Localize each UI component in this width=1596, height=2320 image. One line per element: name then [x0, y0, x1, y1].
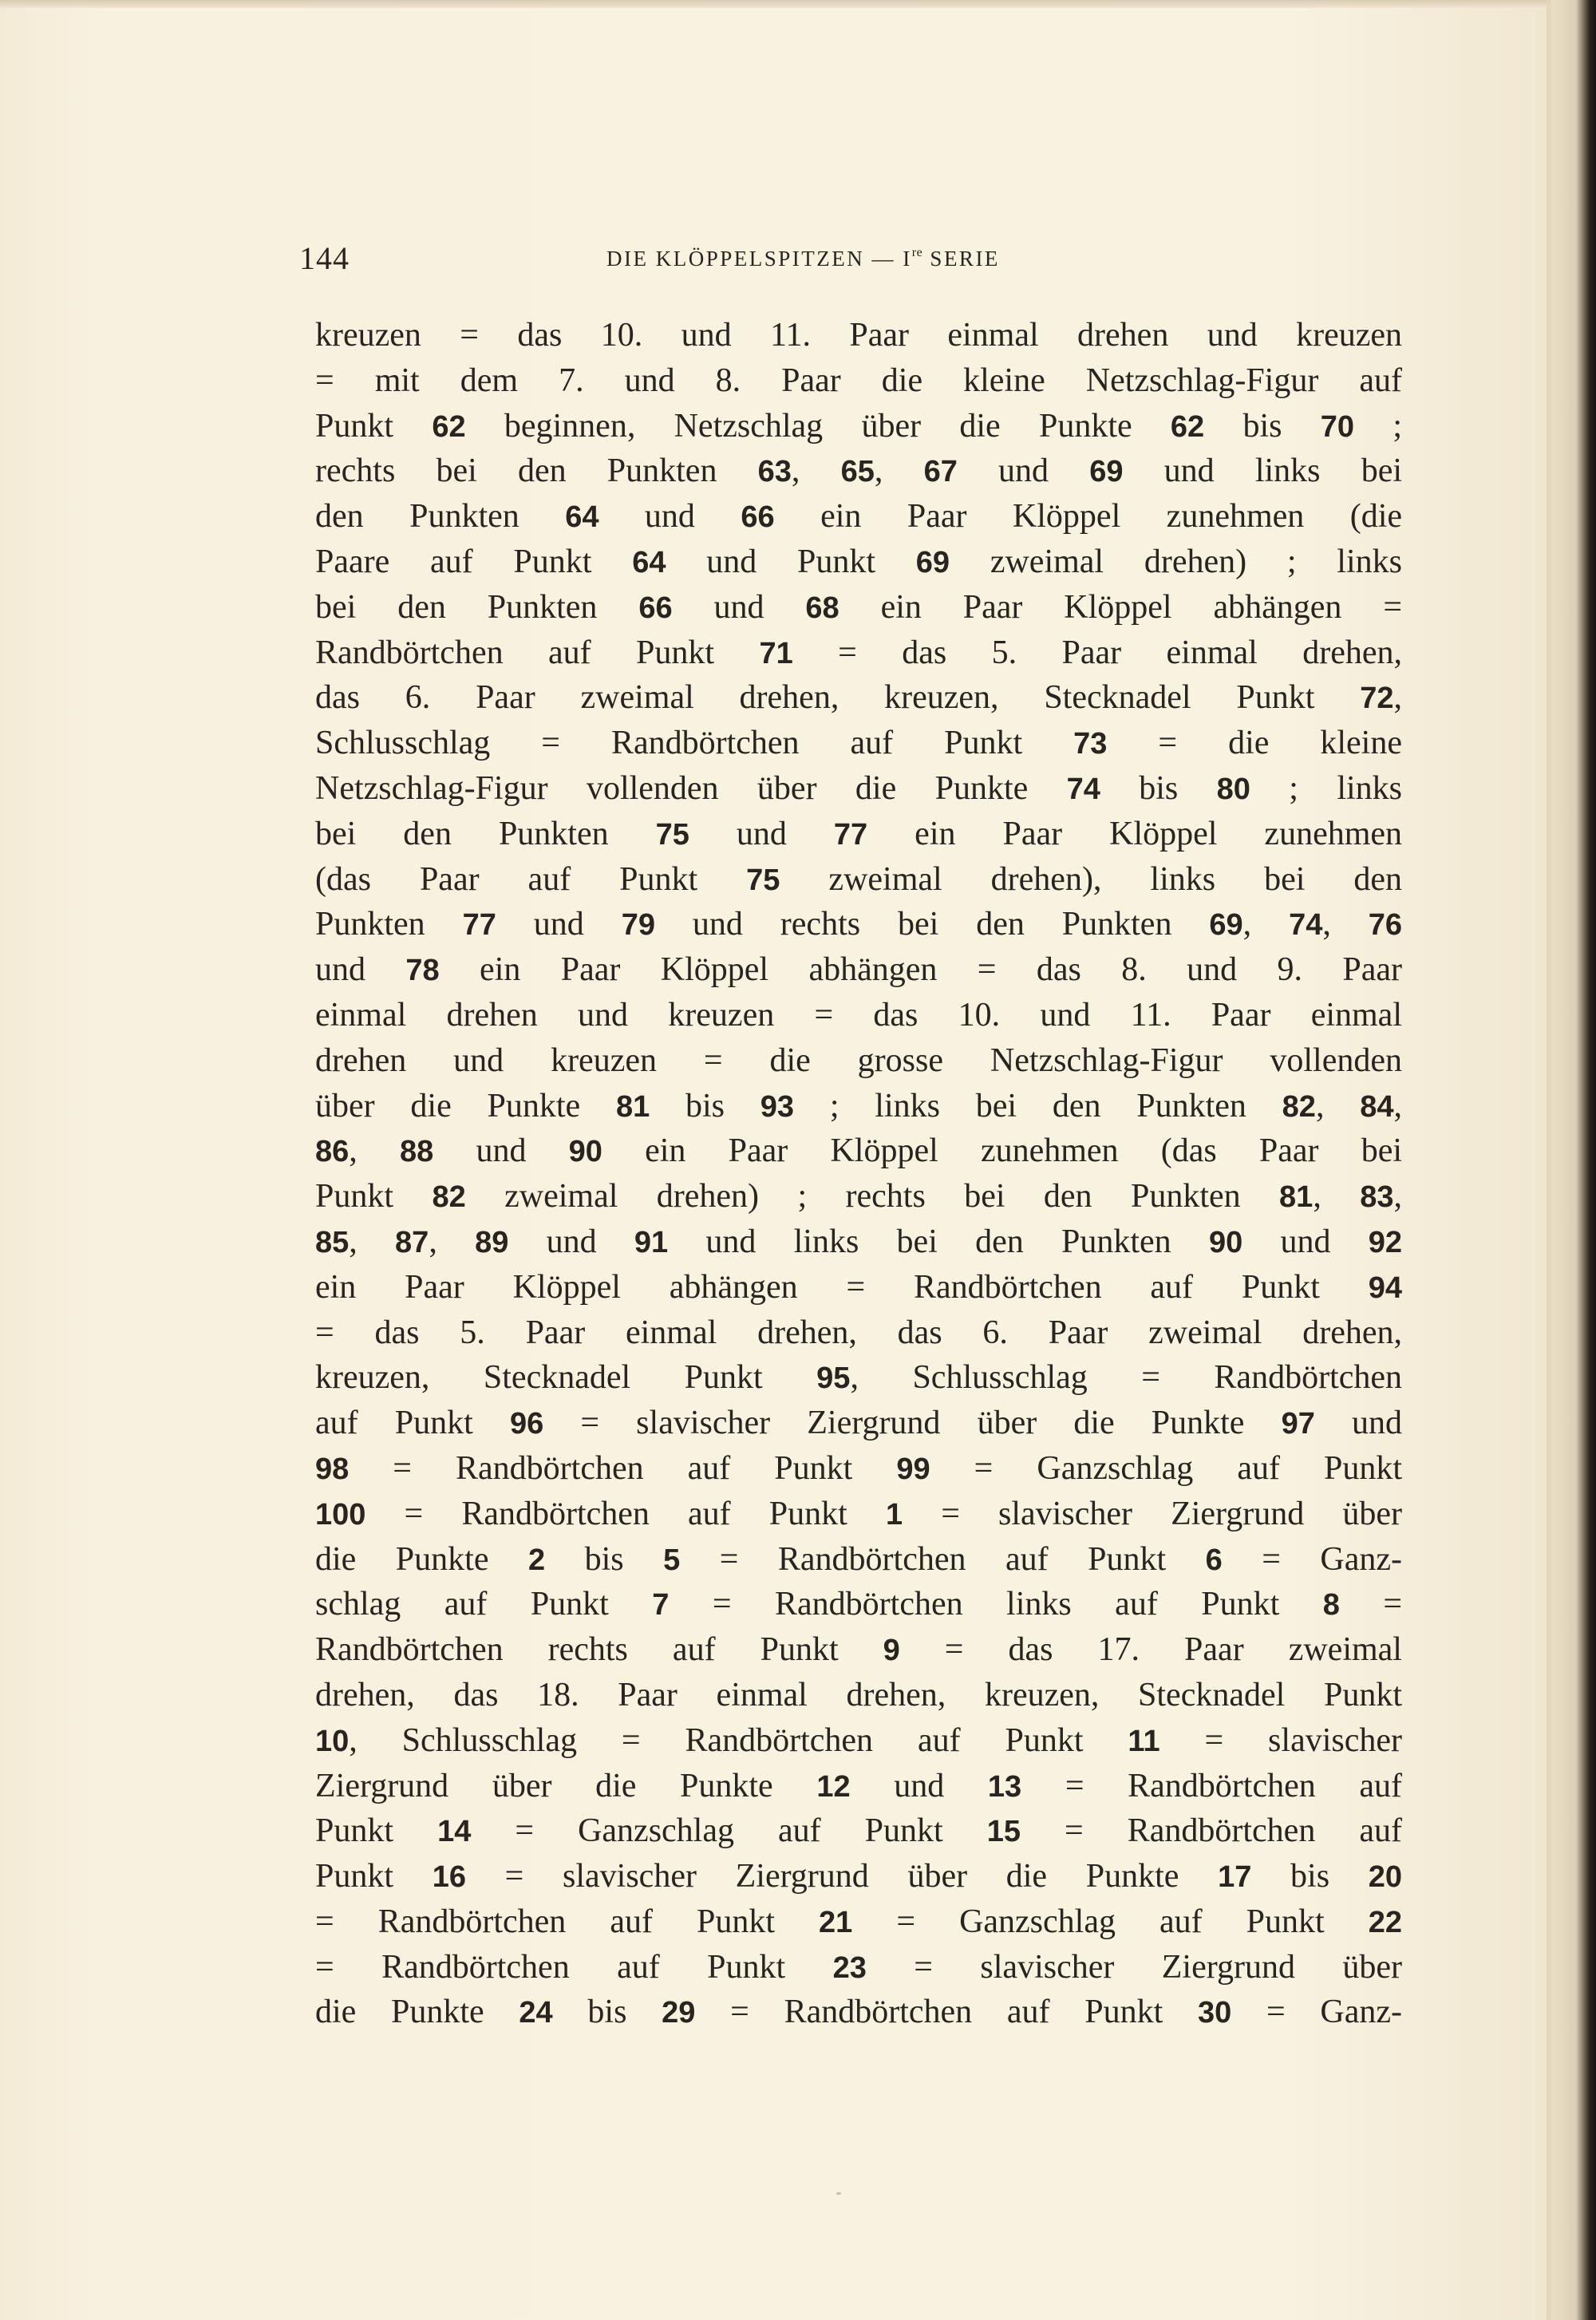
text-line: den Punkten 64 und 66 ein Paar Klöppel zunehmen (die: [315, 498, 1403, 536]
text-line: drehen und kreuzen = die grosse Netzschlag-Figur vollenden: [315, 1041, 1402, 1079]
running-title-end: SERIE: [922, 247, 1000, 271]
running-title: [606, 246, 1000, 271]
text-line: schlag auf Punkt 7 = Randbörtchen links auf Punkt 8 =: [315, 1586, 1403, 1623]
page-top-edge: [0, 0, 1596, 8]
page-binding-edge: [1551, 0, 1596, 2320]
text-line: (das Paar auf Punkt 75 zweimal drehen), links bei den: [315, 860, 1402, 898]
body-text: [315, 313, 1402, 2035]
text-line: das 6. Paar zweimal drehen, kreuzen, Stecknadel Punkt 72,: [315, 679, 1402, 717]
running-head: [299, 239, 1400, 275]
text-line: drehen, das 18. Paar einmal drehen, kreuzen, Stecknadel Punkt: [315, 1676, 1402, 1713]
text-line: und 78 ein Paar Klöppel abhängen = das 8. und 9. Paar: [315, 951, 1402, 989]
text-line: kreuzen, Stecknadel Punkt 95, Schlusschlag = Randbörtchen: [315, 1359, 1403, 1397]
text-line: Netzschlag-Figur vollenden über die Punkte 74 bis 80 ; links: [315, 769, 1403, 807]
text-line: 85, 87, 89 und 91 und links bei den Punkten 90 und 92: [315, 1223, 1402, 1260]
text-line: = Randbörtchen auf Punkt 23 = slavischer Ziergrund über: [315, 1948, 1402, 1986]
text-line: auf Punkt 96 = slavischer Ziergrund über die Punkte 97 und: [315, 1405, 1403, 1442]
text-line: = das 5. Paar einmal drehen, das 6. Paar zweimal drehen,: [315, 1314, 1402, 1351]
text-line: = mit dem 7. und 8. Paar die kleine Netzschlag-Figur auf: [315, 362, 1402, 399]
running-title-main: DIE KLÖPPELSPITZEN — I: [606, 247, 912, 271]
page-number: 144: [299, 240, 350, 276]
text-line: Punkt 82 zweimal drehen) ; rechts bei den Punkten 81, 83,: [315, 1178, 1403, 1215]
text-line: 10, Schlusschlag = Randbörtchen auf Punkt 11 = slavischer: [315, 1721, 1402, 1759]
text-line: 98 = Randbörtchen auf Punkt 99 = Ganzschlag auf Punkt: [315, 1449, 1402, 1487]
text-line: Paare auf Punkt 64 und Punkt 69 zweimal drehen) ; links: [315, 543, 1402, 580]
text-line: Randbörtchen rechts auf Punkt 9 = das 17. Paar zweimal: [315, 1631, 1402, 1669]
text-line: Punkt 16 = slavischer Ziergrund über die Punkte 17 bis 20: [315, 1858, 1402, 1895]
text-line: einmal drehen und kreuzen = das 10. und 11. Paar einmal: [315, 996, 1402, 1034]
text-line: bei den Punkten 75 und 77 ein Paar Klöppel zunehmen: [315, 815, 1403, 852]
paper-speck: [836, 2192, 841, 2195]
text-line: Punkt 62 beginnen, Netzschlag über die Punkte 62 bis 70 ;: [315, 407, 1403, 445]
text-line: bei den Punkten 66 und 68 ein Paar Klöppel abhängen =: [315, 588, 1403, 626]
text-line: Punkten 77 und 79 und rechts bei den Punkten 69, 74, 76: [315, 906, 1403, 943]
text-line: Punkt 14 = Ganzschlag auf Punkt 15 = Randbörtchen auf: [315, 1812, 1402, 1850]
text-line: über die Punkte 81 bis 93 ; links bei den Punkten 82, 84,: [315, 1087, 1403, 1124]
text-line: = Randbörtchen auf Punkt 21 = Ganzschlag auf Punkt 22: [315, 1903, 1402, 1940]
text-line: die Punkte 24 bis 29 = Randbörtchen auf Punkt 30 = Ganz-: [315, 1994, 1403, 2031]
text-line: die Punkte 2 bis 5 = Randbörtchen auf Punkt 6 = Ganz-: [315, 1540, 1403, 1578]
text-line: Schlusschlag = Randbörtchen auf Punkt 73 = die kleine: [315, 725, 1402, 762]
text-line: 86, 88 und 90 ein Paar Klöppel zunehmen (das Paar bei: [315, 1132, 1403, 1170]
text-line: ein Paar Klöppel abhängen = Randbörtchen auf Punkt 94: [315, 1268, 1402, 1306]
text-line: Ziergrund über die Punkte 12 und 13 = Randbörtchen auf: [315, 1767, 1403, 1804]
text-line: kreuzen = das 10. und 11. Paar einmal drehen und kreuzen: [315, 317, 1402, 354]
text-line: 100 = Randbörtchen auf Punkt 1 = slavischer Ziergrund über: [315, 1495, 1403, 1532]
running-title-superscript: re: [911, 246, 923, 259]
text-line: rechts bei den Punkten 63, 65, 67 und 69 und links bei: [315, 453, 1403, 490]
text-line: Randbörtchen auf Punkt 71 = das 5. Paar einmal drehen,: [315, 634, 1402, 671]
